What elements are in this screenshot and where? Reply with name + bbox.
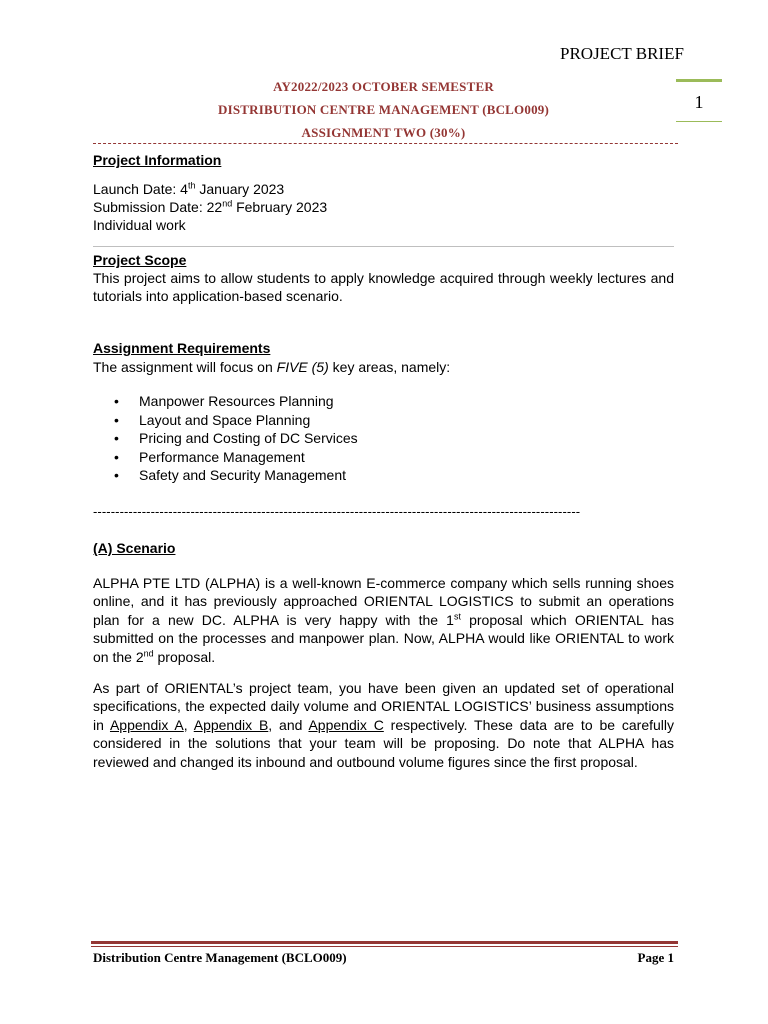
- assignment-requirements-title: Assignment Requirements: [93, 340, 271, 356]
- module-heading: DISTRIBUTION CENTRE MANAGEMENT (BCLO009): [218, 102, 549, 117]
- dashed-separator: --------------------------------------------------------------------------------------------------------------: [93, 504, 581, 519]
- launch-date: Launch Date: 4th January 2023: [93, 180, 285, 197]
- list-item: • Manpower Resources Planning: [114, 393, 334, 409]
- key-areas-list: [93, 392, 358, 485]
- assignment-intro: The assignment will focus on FIVE (5) key areas, namely:: [93, 359, 451, 375]
- assignment-heading: ASSIGNMENT TWO (30%): [301, 125, 466, 140]
- page-tab-bottom-rule: [676, 121, 722, 122]
- page-tab-top-rule: [676, 79, 722, 82]
- submission-date: Submission Date: 22nd February 2023: [93, 198, 328, 215]
- list-item: • Performance Management: [114, 448, 305, 465]
- semester-heading: AY2022/2023 OCTOBER SEMESTER: [273, 79, 494, 94]
- work-type: Individual work: [93, 217, 186, 233]
- list-item: • Layout and Space Planning: [114, 411, 311, 428]
- header-dashed-divider: [93, 143, 678, 144]
- appendix-a-link[interactable]: Appendix A: [109, 716, 184, 733]
- scenario-title: (A) Scenario: [93, 540, 176, 556]
- scenario-paragraph-1: ALPHA PTE LTD (ALPHA) is a well-known E-commerce company which sells running shoes online, and it has previously approached ORIENTAL LOGISTICS to submit an operations plan for a new DC. ALPHA is very happy with the 1st proposal which ORIENTAL has submitted on the processes and manpower plan. Now, ALPHA would like ORIENTAL to work on the 2nd proposal.: [93, 575, 674, 665]
- footer-page-number: Page 1: [637, 950, 674, 965]
- appendix-c-link[interactable]: Appendix C: [308, 716, 384, 733]
- scenario-paragraph-2: As part of ORIENTAL’s project team, you have been given an updated set of operational specifications, the expected daily volume and ORIENTAL LOGISTICS’ business assumptions in Appendix A, Appendix B, and Appendix C respectively. These data are to be carefully considered in the solutions that your team will be proposing. Do note that ALPHA has reviewed and changed its inbound and outbound volume figures since the first proposal.: [93, 680, 674, 770]
- footer-rule-thick: [91, 941, 678, 944]
- list-item: • Safety and Security Management: [114, 467, 347, 483]
- footer-rule-thin: [91, 946, 678, 947]
- project-scope-text: This project aims to allow students to apply knowledge acquired through weekly lectures and tutorials into application-based scenario.: [93, 270, 674, 305]
- page-tab-number: 1: [694, 92, 704, 112]
- footer-module-name: Distribution Centre Management (BCLO009): [93, 950, 347, 965]
- list-item: • Pricing and Costing of DC Services: [114, 430, 358, 446]
- section-divider: [93, 246, 674, 247]
- appendix-b-link[interactable]: Appendix B: [193, 716, 269, 733]
- project-brief-label: PROJECT BRIEF: [560, 44, 684, 63]
- project-scope-title: Project Scope: [93, 252, 187, 268]
- project-information-title: Project Information: [93, 152, 222, 168]
